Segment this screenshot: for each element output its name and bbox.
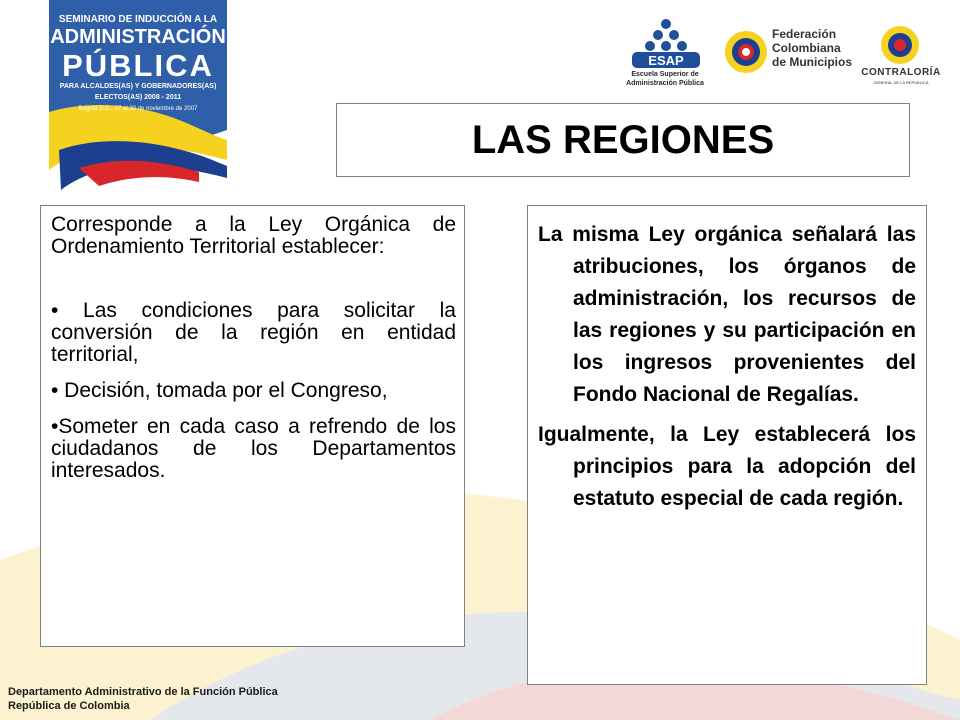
- fcm-line-2: Colombiana: [772, 41, 841, 55]
- esap-acronym: ESAP: [648, 53, 684, 68]
- footer: [8, 685, 278, 713]
- left-bullet-2: • Decisión, tomada por el Congreso,: [51, 379, 388, 402]
- badge-line-2: ADMINISTRACIÓN: [50, 26, 226, 48]
- right-paragraph-2: Igualmente, la Ley establecerá los principios para la adopción del estatuto especial de cada región.: [538, 423, 916, 510]
- contraloria-name: CONTRALORÍA: [861, 67, 941, 78]
- badge-line-4: PARA ALCALDES(AS) Y GOBERNADORES(AS): [59, 83, 217, 90]
- badge-line-1: SEMINARIO DE INDUCCIÓN A LA: [58, 14, 218, 25]
- fcm-line-3: de Municipios: [772, 55, 853, 69]
- title-box: [336, 103, 910, 177]
- left-bullet-1: • Las condiciones para solicitar la conversión de la región en entidad territorial,: [51, 299, 456, 366]
- footer-line-1: Departamento Administrativo de la Función Pública: [8, 686, 278, 698]
- badge-line-6: Bogotá D.C., 27 al 30 de noviembre de 2007: [78, 106, 198, 112]
- contraloria-subtitle: GENERAL DE LA REPÚBLICA: [873, 80, 929, 85]
- fcm-line-1: Federación: [772, 27, 837, 41]
- esap-logo: [628, 18, 704, 70]
- fcm-logo: [722, 26, 770, 78]
- contraloria-logo: [876, 24, 924, 66]
- footer-line-2: República de Colombia: [8, 700, 130, 712]
- page-title: LAS REGIONES: [471, 117, 775, 162]
- badge-line-5: ELECTOS(AS) 2008 - 2011: [94, 94, 182, 101]
- esap-name: Escuela Superior de Administración Pública: [626, 71, 704, 87]
- left-intro-text: Corresponde a la Ley Orgánica de Ordenamiento Territorial establecer:: [51, 213, 456, 258]
- right-text-panel: [527, 205, 927, 685]
- left-text-panel: [40, 205, 465, 647]
- right-paragraph-1: La misma Ley orgánica señalará las atribuciones, los órganos de administración, los recursos de las regiones y su participación en los ingresos provenientes del Fondo Nacional de Regalías.: [538, 223, 916, 406]
- left-bullet-3: •Someter en cada caso a refrendo de los ciudadanos de los Departamentos interesados.: [51, 415, 456, 482]
- badge-line-3: PÚBLICA: [62, 48, 214, 83]
- fcm-name: [772, 27, 852, 69]
